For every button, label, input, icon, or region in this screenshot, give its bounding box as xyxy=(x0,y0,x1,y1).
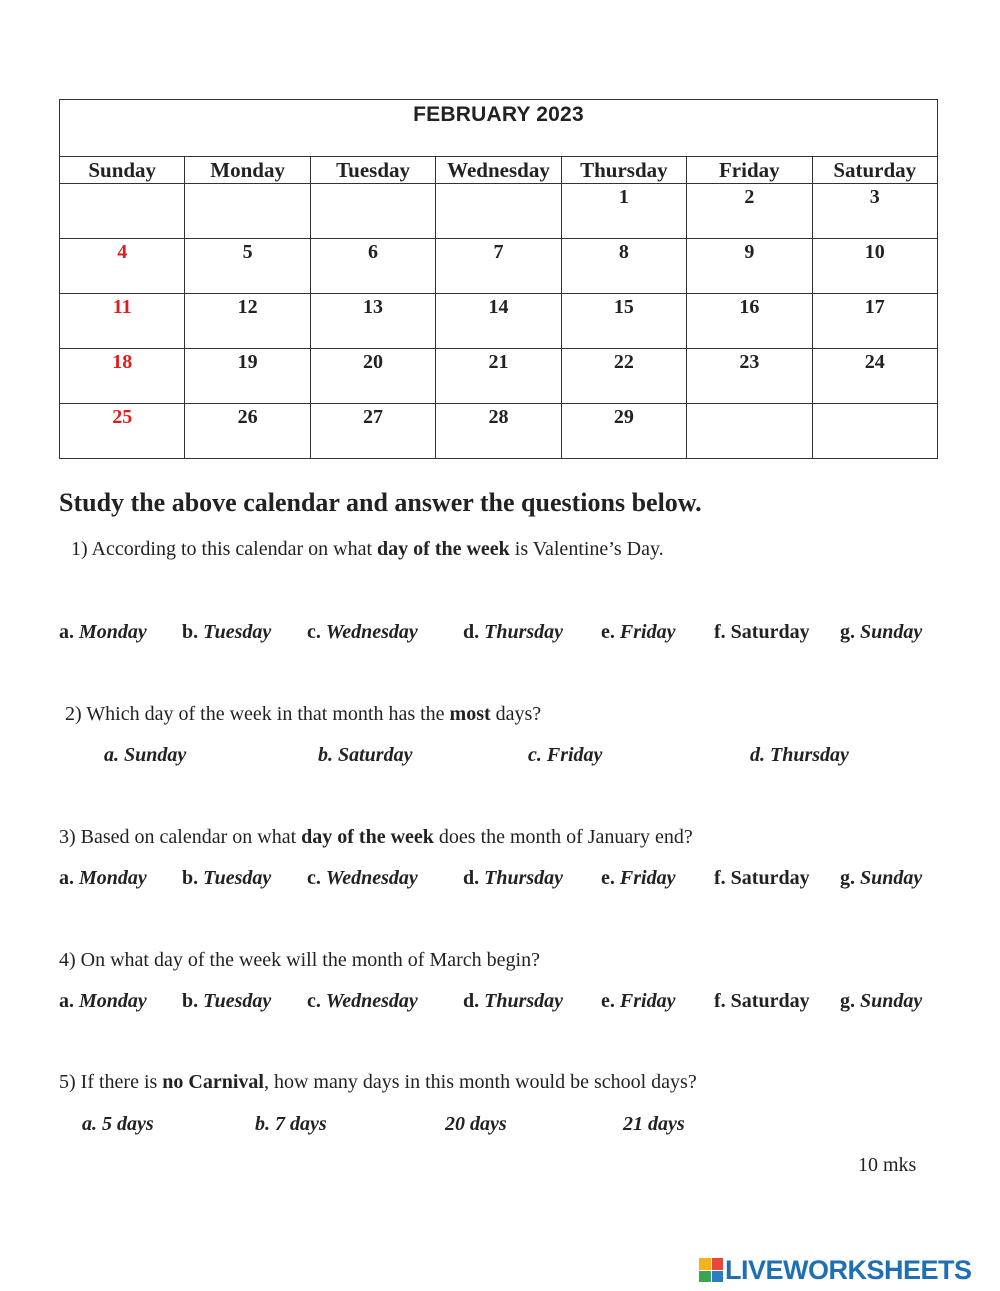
day-cell: 17 xyxy=(812,294,937,349)
weekday-header: Wednesday xyxy=(436,157,561,184)
answer-option[interactable]: c. Wednesday xyxy=(307,621,418,643)
weekday-header: Tuesday xyxy=(310,157,435,184)
question-emphasis: most xyxy=(449,703,491,725)
day-cell: 1 xyxy=(561,184,686,239)
day-cell: 15 xyxy=(561,294,686,349)
week-row xyxy=(60,184,938,239)
answer-option[interactable]: a. Monday xyxy=(59,867,147,889)
question-5 xyxy=(59,1071,697,1094)
answer-option[interactable]: 20 days xyxy=(445,1113,507,1135)
answer-option[interactable]: c. Wednesday xyxy=(307,867,418,889)
day-cell xyxy=(687,404,812,459)
answer-option[interactable]: g. Sunday xyxy=(840,867,923,889)
day-cell: 18 xyxy=(60,349,185,404)
liveworksheets-logo xyxy=(699,1255,994,1285)
answer-option[interactable]: b. Tuesday xyxy=(182,621,272,643)
day-cell: 2 xyxy=(687,184,812,239)
question-text: 5) If there is xyxy=(59,1071,163,1093)
day-cell xyxy=(185,184,310,239)
day-cell: 26 xyxy=(185,404,310,459)
answer-option[interactable]: a. Sunday xyxy=(104,744,187,766)
answer-option[interactable]: e. Friday xyxy=(601,990,676,1012)
question-text: 2) Which day of the week in that month has the xyxy=(65,703,450,725)
answer-option[interactable]: b. Tuesday xyxy=(182,990,272,1012)
day-cell: 21 xyxy=(436,349,561,404)
question-text: , how many days in this month would be school days? xyxy=(263,1071,697,1093)
day-cell xyxy=(310,184,435,239)
day-cell: 12 xyxy=(185,294,310,349)
instructions-heading: Study the above calendar and answer the questions below. xyxy=(59,488,702,517)
day-cell: 16 xyxy=(687,294,812,349)
answer-option[interactable]: e. Friday xyxy=(601,621,676,643)
day-cell: 9 xyxy=(687,239,812,294)
day-cell xyxy=(812,404,937,459)
calendar-title: FEBRUARY 2023 xyxy=(60,100,938,157)
question-text: is Valentine’s Day. xyxy=(509,538,664,560)
answer-option[interactable]: a. 5 days xyxy=(82,1113,154,1135)
question-text: does the month of January end? xyxy=(433,826,693,848)
option-row-q1 xyxy=(59,621,147,644)
day-cell: 7 xyxy=(436,239,561,294)
answer-option[interactable]: b. Tuesday xyxy=(182,867,272,889)
day-cell: 23 xyxy=(687,349,812,404)
answer-option[interactable]: g. Sunday xyxy=(840,990,923,1012)
answer-option[interactable]: f. Saturday xyxy=(714,990,810,1012)
answer-option[interactable]: b. Saturday xyxy=(318,744,413,766)
day-cell: 5 xyxy=(185,239,310,294)
weekday-header: Monday xyxy=(185,157,310,184)
weekday-header: Saturday xyxy=(812,157,937,184)
day-cell xyxy=(60,184,185,239)
answer-option[interactable]: f. Saturday xyxy=(714,621,810,643)
question-text: days? xyxy=(490,703,542,725)
answer-option[interactable]: d. Thursday xyxy=(750,744,849,766)
question-text: 4) On what day of the week will the month of March begin? xyxy=(59,949,540,971)
answer-option[interactable]: 21 days xyxy=(623,1113,685,1135)
day-cell: 24 xyxy=(812,349,937,404)
day-cell: 13 xyxy=(310,294,435,349)
answer-option[interactable]: c. Wednesday xyxy=(307,990,418,1012)
calendar-table xyxy=(59,99,938,459)
day-cell: 4 xyxy=(60,239,185,294)
day-cell: 28 xyxy=(436,404,561,459)
week-row xyxy=(60,239,938,294)
answer-option[interactable]: e. Friday xyxy=(601,867,676,889)
answer-option[interactable]: d. Thursday xyxy=(463,867,564,889)
week-row xyxy=(60,294,938,349)
weekday-header: Friday xyxy=(687,157,812,184)
day-cell: 14 xyxy=(436,294,561,349)
total-marks: 10 mks xyxy=(858,1154,917,1176)
week-row xyxy=(60,349,938,404)
day-cell: 29 xyxy=(561,404,686,459)
answer-option[interactable]: b. 7 days xyxy=(255,1113,327,1135)
week-row xyxy=(60,404,938,459)
question-4 xyxy=(59,949,540,972)
logo-wordmark: LIVEWORKSHEETS xyxy=(725,1255,972,1285)
day-cell: 8 xyxy=(561,239,686,294)
day-cell: 22 xyxy=(561,349,686,404)
answer-option[interactable]: g. Sunday xyxy=(840,621,923,643)
weekday-header: Sunday xyxy=(60,157,185,184)
day-cell: 3 xyxy=(812,184,937,239)
answer-option[interactable]: a. Monday xyxy=(59,990,147,1012)
answer-option[interactable]: c. Friday xyxy=(528,744,603,766)
question-emphasis: no Carnival xyxy=(162,1071,264,1093)
question-3 xyxy=(59,826,693,849)
day-cell: 19 xyxy=(185,349,310,404)
day-cell: 20 xyxy=(310,349,435,404)
weekday-header-row xyxy=(60,157,938,184)
liveworksheets-logo-icon xyxy=(699,1258,723,1282)
day-cell xyxy=(436,184,561,239)
day-cell: 11 xyxy=(60,294,185,349)
answer-option[interactable]: f. Saturday xyxy=(714,867,810,889)
day-cell: 27 xyxy=(310,404,435,459)
day-cell: 25 xyxy=(60,404,185,459)
answer-option[interactable]: d. Thursday xyxy=(463,990,564,1012)
answer-option[interactable]: d. Thursday xyxy=(463,621,564,643)
question-2 xyxy=(65,703,541,726)
question-1 xyxy=(71,538,664,561)
question-text: 3) Based on calendar on what xyxy=(59,826,302,848)
question-text: 1) According to this calendar on what xyxy=(71,538,378,560)
day-cell: 6 xyxy=(310,239,435,294)
question-emphasis: day of the week xyxy=(377,538,510,560)
day-cell: 10 xyxy=(812,239,937,294)
question-emphasis: day of the week xyxy=(301,826,434,848)
weekday-header: Thursday xyxy=(561,157,686,184)
answer-option[interactable]: a. Monday xyxy=(59,621,147,643)
